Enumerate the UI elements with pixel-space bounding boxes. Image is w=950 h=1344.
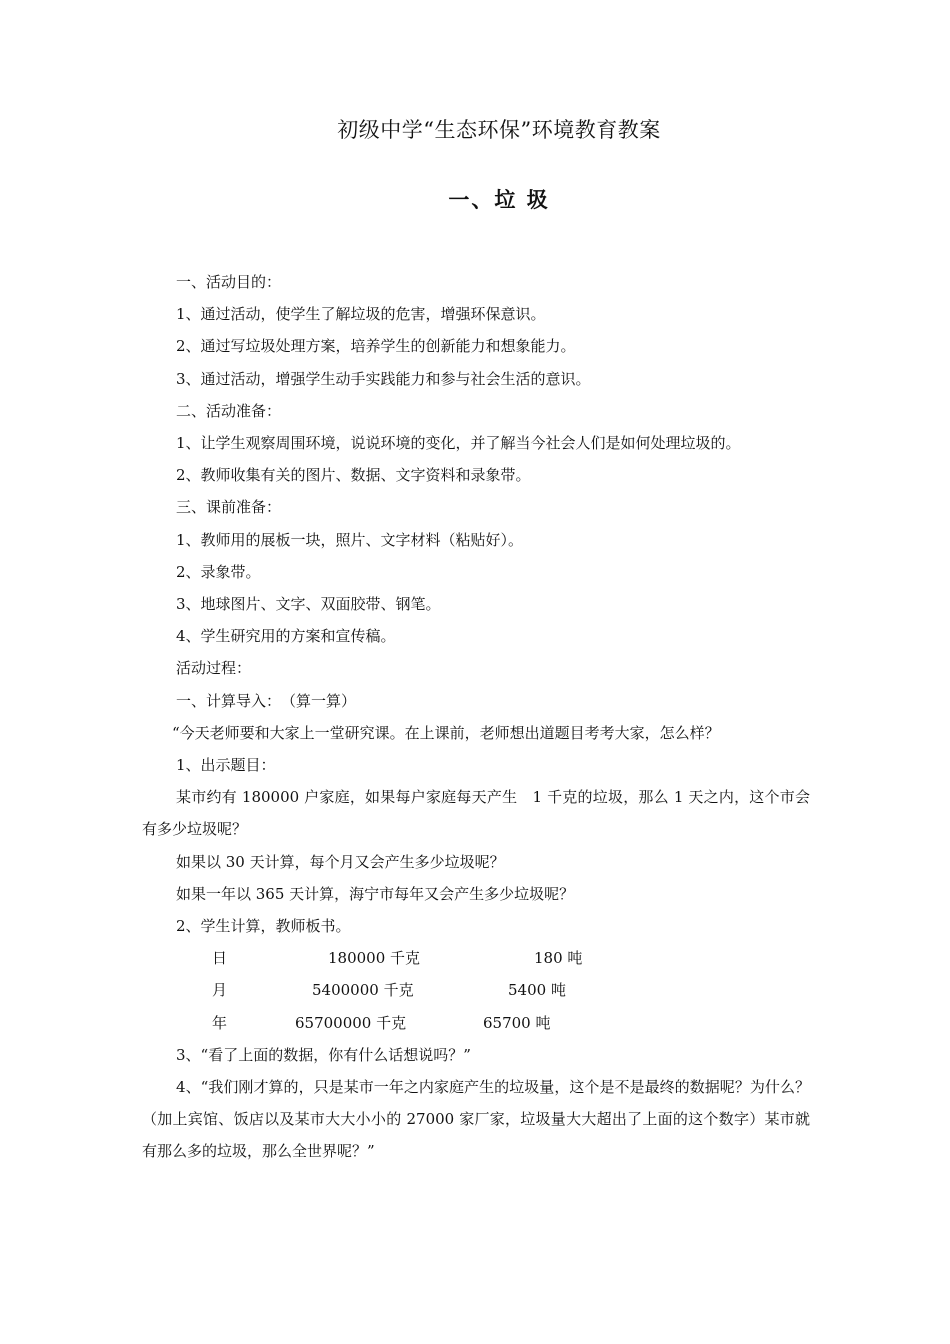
pre-class-item: 2、录象带。 (176, 562, 261, 581)
question-month: 如果以 30 天计算，每个月又会产生多少垃圾呢？ (176, 852, 505, 871)
calc-ton: 65700 吨 (483, 1013, 551, 1032)
step1-heading: 一、计算导入： （算一算） (176, 691, 357, 710)
pre-class-item: 1、教师用的展板一块，照片、文字材料（粘贴好）。 (176, 530, 524, 549)
process-heading: 活动过程： (176, 659, 252, 678)
calc-row-month (142, 974, 810, 1006)
calc-ton: 5400 吨 (508, 981, 566, 1000)
calc-period: 年 (212, 1013, 228, 1032)
document-title: 初级中学“生态环保”环境教育教案 (337, 118, 661, 142)
calc-period: 月 (212, 981, 228, 1000)
question-year: 如果一年以 365 天计算，海宁市每年又会产生多少垃圾呢？ (176, 884, 575, 903)
preparation-item: 1、让学生观察周围环境，说说环境的变化，并了解当今社会人们是如何处理垃圾的。 (176, 434, 741, 453)
calc-row-day (142, 942, 810, 974)
show-problem: 1、出示题目： (176, 756, 276, 775)
objectives-heading: 一、活动目的： (176, 273, 282, 291)
step4: 4、“我们刚才算的，只是某市一年之内家庭产生的垃圾量，这个是不是最终的数据呢？为什么？（加上宾馆、饭店以及某市大大小小的 27000 家厂家，垃圾量大大超出了上面的这个数字）某市就有那么多的垃圾，那么全世界呢？” (142, 1078, 810, 1161)
preparation-heading: 二、活动准备： (176, 401, 282, 420)
calc-kg: 180000 千克 (328, 949, 421, 968)
section-title: 一、垃 圾 (448, 188, 550, 212)
step3: 3、“看了上面的数据，你有什么话想说吗？” (176, 1045, 471, 1064)
pre-class-item: 3、地球图片、文字、双面胶带、钢笔。 (176, 595, 441, 614)
pre-class-item: 4、学生研究用的方案和宣传稿。 (176, 627, 396, 646)
objective-item: 3、通过活动，增强学生动手实践能力和参与社会生活的意识。 (176, 369, 591, 388)
calc-period: 日 (212, 949, 228, 968)
calc-kg: 65700000 千克 (295, 1013, 407, 1032)
calc-ton: 180 吨 (534, 949, 583, 968)
objective-item: 1、通过活动，使学生了解垃圾的危害，增强环保意识。 (176, 305, 546, 324)
document-body (142, 266, 810, 1168)
problem-text: 某市约有 180000 户家庭，如果每户家庭每天产生 1 千克的垃圾，那么 1 天之内，这个市会有多少垃圾呢？ (142, 788, 810, 839)
pre-class-heading: 三、课前准备： (176, 498, 282, 517)
objective-item: 2、通过写垃圾处理方案，培养学生的创新能力和想象能力。 (176, 337, 576, 356)
calc-kg: 5400000 千克 (312, 981, 414, 1000)
calc-row-year (142, 1007, 810, 1039)
calc-heading: 2、学生计算，教师板书。 (176, 917, 351, 936)
intro-quote: “今天老师要和大家上一堂研究课。在上课前，老师想出道题目考考大家，怎么样？ (172, 723, 720, 742)
preparation-item: 2、教师收集有关的图片、数据、文字资料和录象带。 (176, 466, 531, 485)
